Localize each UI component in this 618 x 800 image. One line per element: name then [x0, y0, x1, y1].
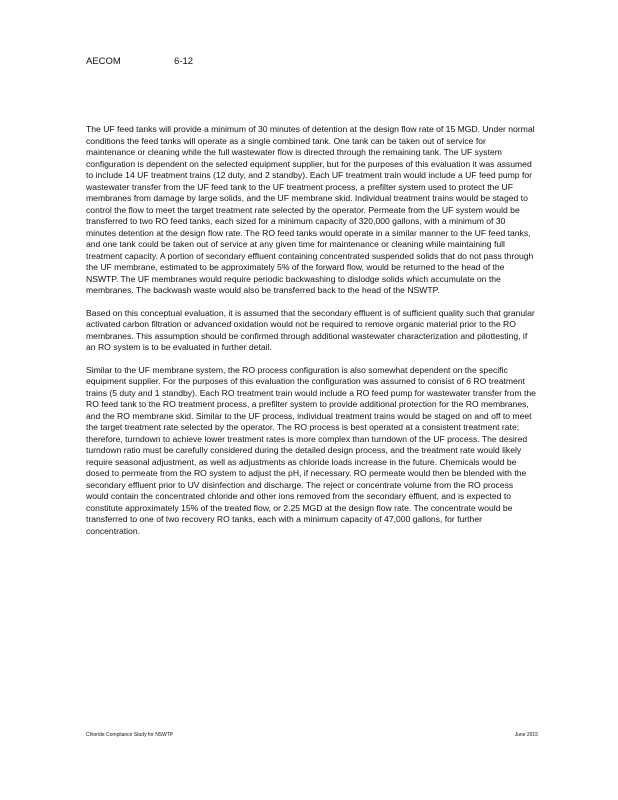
paragraph-conceptual-evaluation: Based on this conceptual evaluation, it is assumed that the secondary effluent is of sufficient quality such that granular activated carbon filtration or advanced oxidation would not be required to remove organic material prior to the RO membranes. This assumption should be confirmed through additional wastewater characterization and pilottesting, if an RO system is to be evaluated in further detail. — [86, 307, 535, 352]
footer-title: Chloride Compliance Study for NSWTP — [86, 732, 174, 738]
page-header — [86, 56, 193, 67]
paragraph-ro-process: Similar to the UF membrane system, the RO process configuration is also somewhat dependent on the specific equipment supplier. For the purposes of this evaluation the configuration was assumed to consist of 6 RO treatment trains (5 duty and 1 standby). Each RO treatment train would include a RO feed pump for wastewater transfer from the RO feed tank to the RO treatment process, a prefilter system to provide additional protection for the RO membranes, and the RO membrane skid. Similar to the UF process, individual treatment trains would be staged on and off to meet the target treatment rate selected by the operator. The RO process is best operated at a consistent treatment rate; therefore, turndown to achieve lower treatment rates is more complex than turndown of the UF process. The desired turndown ratio must be carefully considered during the detailed design process, and the treatment rate would likely require seasonal adjustment, as well as adjustments as chloride loads increase in the future. Chemicals would be dosed to permeate from the RO system to adjust the pH, if necessary. RO permeate would then be blended with the secondary effluent prior to UV disinfection and discharge. The reject or concentrate volume from the RO process would contain the concentrated chloride and other ions removed from the secondary effluent, and is expected to constitute approximately 15% of the treated flow, or 2.25 MGD at the design flow rate. The concentrate would be transferred to one of two recovery RO tanks, each with a minimum capacity of 47,000 gallons, for further concentration. — [86, 364, 536, 536]
footer-date: June 2015 — [514, 732, 538, 738]
page-number: 6-12 — [174, 56, 194, 67]
body-text — [86, 124, 536, 548]
organization-name: AECOM — [86, 56, 121, 67]
page-footer — [86, 732, 538, 738]
paragraph-uf-feed-tanks: The UF feed tanks will provide a minimum of 30 minutes of detention at the design flow rate of 15 MGD. Under normal conditions the feed tanks will operate as a single combined tank. One tank can be taken out of service for maintenance or cleaning while the full wastewater flow is directed through the remaining tank. The UF system configuration is dependent on the selected equipment supplier, but for the purposes of this evaluation it was assumed to include 14 UF treatment trains (12 duty, and 2 standby). Each UF treatment train would include a UF feed pump for wastewater transfer from the UF feed tank to the UF treatment process, a prefilter system used to protect the UF membranes from damage by large solids, and the UF membrane skid. Individual treatment trains would be staged to control the flow to meet the target treatment rate selected by the operator. Permeate from the UF system would be transferred to two RO feed tanks, each sized for a minimum capacity of 320,000 gallons, with a minimum of 30 minutes detention at the design flow rate. The RO feed tanks would operate in a similar manner to the UF feed tanks, and one tank could be taken out of service at any given time for maintenance or cleaning while maintaining full treatment capacity. A portion of secondary effluent containing concentrated suspended solids that do not pass through the UF membrane, estimated to be approximately 5% of the forward flow, would be returned to the head of the NSWTP. The UF membranes would require periodic backwashing to dislodge solids which accumulate on the membranes. The backwash waste would also be transferred back to the head of the NSWTP. — [86, 124, 535, 295]
